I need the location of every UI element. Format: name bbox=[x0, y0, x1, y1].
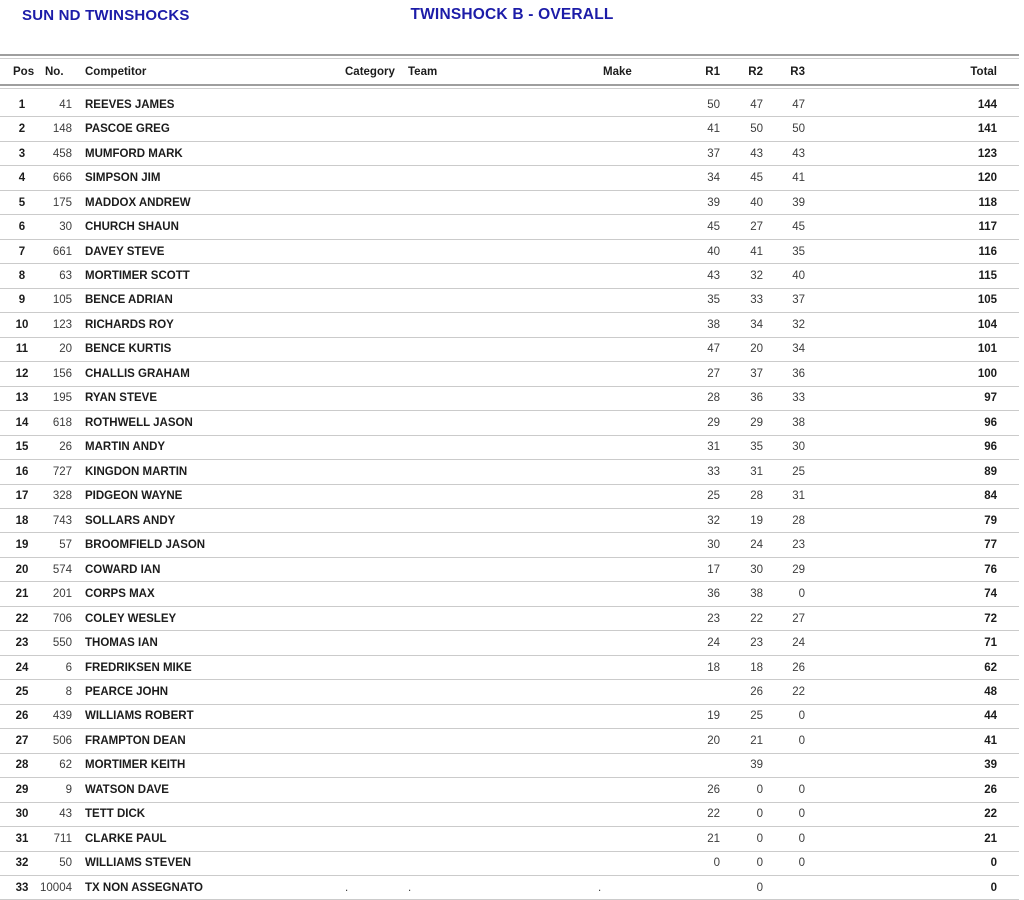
pos-cell: 27 bbox=[15, 734, 29, 747]
r1-cell: 34 bbox=[707, 172, 720, 185]
total-cell: 115 bbox=[978, 270, 997, 283]
no-cell: 9 bbox=[65, 783, 72, 796]
competitor-cell: MARTIN ANDY bbox=[85, 441, 166, 454]
total-cell: 96 bbox=[984, 416, 997, 429]
r1-cell: 32 bbox=[707, 514, 720, 527]
pos-cell: 9 bbox=[18, 294, 26, 307]
table-row bbox=[0, 631, 1019, 655]
r2-cell: 45 bbox=[750, 172, 763, 185]
r2-cell: 41 bbox=[750, 245, 763, 258]
r2-cell: 21 bbox=[750, 734, 763, 747]
pos-cell: 7 bbox=[18, 245, 26, 258]
r2-cell: 22 bbox=[750, 612, 763, 625]
r2-cell: 0 bbox=[756, 832, 763, 845]
pos-cell: 15 bbox=[15, 441, 29, 454]
r1-cell: 20 bbox=[707, 734, 720, 747]
no-cell: 148 bbox=[52, 123, 72, 136]
r3-cell: 0 bbox=[798, 710, 805, 723]
column-header-competitor: Competitor bbox=[85, 65, 147, 78]
r2-cell: 0 bbox=[756, 881, 763, 894]
no-cell: 20 bbox=[59, 343, 72, 356]
r3-cell: 22 bbox=[792, 685, 805, 698]
no-cell: 123 bbox=[52, 318, 72, 331]
r3-cell: 28 bbox=[792, 514, 805, 527]
pos-cell: 6 bbox=[18, 221, 26, 234]
total-cell: 116 bbox=[978, 245, 997, 258]
table-header-row bbox=[0, 59, 1019, 84]
pos-cell: 12 bbox=[15, 367, 29, 380]
total-cell: 79 bbox=[984, 514, 997, 527]
competitor-cell: COLEY WESLEY bbox=[85, 612, 177, 625]
r1-cell: 27 bbox=[707, 367, 720, 380]
r1-cell: 26 bbox=[707, 783, 720, 796]
total-cell: 21 bbox=[984, 832, 997, 845]
total-cell: 72 bbox=[984, 612, 997, 625]
results-table bbox=[0, 54, 1019, 900]
table-row bbox=[0, 558, 1019, 582]
r1-cell: 38 bbox=[707, 318, 720, 331]
table-row bbox=[0, 754, 1019, 778]
no-cell: 666 bbox=[52, 172, 72, 185]
total-cell: 104 bbox=[977, 318, 997, 331]
table-row bbox=[0, 607, 1019, 631]
no-cell: 175 bbox=[52, 196, 72, 209]
r2-cell: 37 bbox=[750, 367, 763, 380]
r3-cell: 0 bbox=[798, 588, 805, 601]
total-cell: 77 bbox=[984, 539, 997, 552]
no-cell: 43 bbox=[59, 808, 72, 821]
column-header-pos: Pos bbox=[13, 65, 35, 78]
total-cell: 44 bbox=[984, 710, 997, 723]
table-row bbox=[0, 411, 1019, 435]
r2-cell: 40 bbox=[750, 196, 763, 209]
pos-cell: 33 bbox=[15, 881, 29, 894]
table-row bbox=[0, 656, 1019, 680]
table-row bbox=[0, 803, 1019, 827]
total-cell: 97 bbox=[984, 392, 997, 405]
column-header-r3: R3 bbox=[790, 65, 805, 78]
competitor-cell: COWARD IAN bbox=[85, 563, 161, 576]
r2-cell: 28 bbox=[750, 490, 763, 503]
r3-cell: 26 bbox=[792, 661, 805, 674]
r1-cell: 25 bbox=[707, 490, 720, 503]
table-row bbox=[0, 582, 1019, 606]
column-header-team: Team bbox=[408, 65, 438, 78]
competitor-cell: FRAMPTON DEAN bbox=[85, 734, 186, 747]
table-row bbox=[0, 436, 1019, 460]
competitor-cell: ROTHWELL JASON bbox=[85, 416, 193, 429]
r1-cell: 50 bbox=[707, 98, 720, 111]
r3-cell: 35 bbox=[792, 245, 805, 258]
pos-cell: 24 bbox=[15, 661, 29, 674]
r1-cell: 24 bbox=[707, 637, 720, 650]
total-cell: 118 bbox=[978, 196, 997, 209]
column-header-no: No. bbox=[45, 65, 64, 78]
competitor-cell: CHURCH SHAUN bbox=[85, 221, 179, 234]
table-row bbox=[0, 264, 1019, 288]
competitor-cell: WATSON DAVE bbox=[85, 783, 169, 796]
pos-cell: 17 bbox=[15, 490, 29, 503]
no-cell: 26 bbox=[59, 441, 72, 454]
r3-cell: 47 bbox=[792, 98, 805, 111]
competitor-cell: WILLIAMS STEVEN bbox=[85, 857, 192, 870]
r3-cell: 33 bbox=[792, 392, 805, 405]
r2-cell: 36 bbox=[750, 392, 763, 405]
total-cell: 0 bbox=[990, 881, 997, 894]
competitor-cell: TETT DICK bbox=[85, 808, 146, 821]
pos-cell: 25 bbox=[15, 685, 29, 698]
r2-cell: 23 bbox=[750, 637, 763, 650]
no-cell: 10004 bbox=[40, 881, 72, 894]
r3-cell: 27 bbox=[792, 612, 805, 625]
r1-cell: 28 bbox=[707, 392, 720, 405]
pos-cell: 26 bbox=[15, 710, 29, 723]
competitor-cell: TX NON ASSEGNATO bbox=[85, 881, 203, 894]
no-cell: 156 bbox=[52, 367, 72, 380]
table-row bbox=[0, 166, 1019, 190]
pos-cell: 32 bbox=[15, 857, 29, 870]
no-cell: 550 bbox=[52, 637, 72, 650]
total-cell: 0 bbox=[990, 857, 997, 870]
r2-cell: 32 bbox=[750, 270, 763, 283]
r1-cell: 40 bbox=[707, 245, 720, 258]
column-header-r2: R2 bbox=[748, 65, 763, 78]
competitor-cell: MORTIMER SCOTT bbox=[85, 270, 190, 283]
r1-cell: 33 bbox=[707, 465, 720, 478]
r3-cell: 32 bbox=[792, 318, 805, 331]
event-title: SUN ND TWINSHOCKS bbox=[22, 7, 190, 24]
total-cell: 39 bbox=[984, 759, 997, 772]
r3-cell: 50 bbox=[792, 123, 805, 136]
pos-cell: 22 bbox=[15, 612, 29, 625]
total-cell: 123 bbox=[977, 147, 997, 160]
r2-cell: 47 bbox=[750, 98, 763, 111]
pos-cell: 11 bbox=[15, 343, 29, 356]
competitor-cell: BROOMFIELD JASON bbox=[85, 539, 206, 552]
pos-cell: 14 bbox=[15, 416, 29, 429]
pos-cell: 3 bbox=[18, 147, 26, 160]
table-row bbox=[0, 362, 1019, 386]
category-cell: . bbox=[345, 881, 349, 894]
r2-cell: 39 bbox=[750, 759, 763, 772]
table-row bbox=[0, 827, 1019, 851]
r2-cell: 27 bbox=[750, 221, 763, 234]
r2-cell: 34 bbox=[750, 318, 763, 331]
pos-cell: 21 bbox=[15, 588, 29, 601]
competitor-cell: RYAN STEVE bbox=[85, 392, 158, 405]
r1-cell: 45 bbox=[707, 221, 720, 234]
no-cell: 439 bbox=[52, 710, 72, 723]
no-cell: 41 bbox=[59, 98, 72, 111]
table-row bbox=[0, 289, 1019, 313]
column-header-make: Make bbox=[603, 65, 632, 78]
pos-cell: 30 bbox=[15, 808, 29, 821]
table-row bbox=[0, 313, 1019, 337]
total-cell: 105 bbox=[977, 294, 997, 307]
r3-cell: 0 bbox=[798, 808, 805, 821]
no-cell: 62 bbox=[59, 759, 72, 772]
r3-cell: 0 bbox=[798, 783, 805, 796]
no-cell: 63 bbox=[59, 270, 72, 283]
r2-cell: 35 bbox=[750, 441, 763, 454]
competitor-cell: THOMAS IAN bbox=[85, 637, 158, 650]
table-row bbox=[0, 191, 1019, 215]
r2-cell: 29 bbox=[750, 416, 763, 429]
competitor-cell: CHALLIS GRAHAM bbox=[85, 367, 190, 380]
table-row bbox=[0, 533, 1019, 557]
table-row bbox=[0, 240, 1019, 264]
class-title: TWINSHOCK B - OVERALL bbox=[410, 6, 614, 23]
r2-cell: 24 bbox=[750, 539, 763, 552]
r2-cell: 20 bbox=[750, 343, 763, 356]
r1-cell: 29 bbox=[707, 416, 720, 429]
table-row bbox=[0, 485, 1019, 509]
pos-cell: 29 bbox=[15, 783, 29, 796]
table-row bbox=[0, 338, 1019, 362]
r2-cell: 18 bbox=[750, 661, 763, 674]
total-cell: 26 bbox=[984, 783, 997, 796]
r3-cell: 43 bbox=[792, 147, 805, 160]
pos-cell: 2 bbox=[18, 123, 26, 136]
r2-cell: 19 bbox=[750, 514, 763, 527]
competitor-cell: KINGDON MARTIN bbox=[85, 465, 188, 478]
no-cell: 506 bbox=[52, 734, 72, 747]
total-cell: 22 bbox=[984, 808, 997, 821]
total-cell: 89 bbox=[984, 465, 997, 478]
pos-cell: 4 bbox=[18, 172, 26, 185]
r3-cell: 45 bbox=[792, 221, 805, 234]
no-cell: 195 bbox=[52, 392, 72, 405]
total-cell: 84 bbox=[984, 490, 997, 503]
r1-cell: 18 bbox=[707, 661, 720, 674]
r3-cell: 36 bbox=[792, 367, 805, 380]
r1-cell: 17 bbox=[707, 563, 720, 576]
r3-cell: 41 bbox=[792, 172, 805, 185]
table-body bbox=[0, 89, 1019, 900]
r3-cell: 24 bbox=[792, 637, 805, 650]
no-cell: 661 bbox=[52, 245, 72, 258]
r2-cell: 0 bbox=[756, 783, 763, 796]
r1-cell: 0 bbox=[713, 857, 720, 870]
pos-cell: 28 bbox=[15, 759, 29, 772]
competitor-cell: BENCE KURTIS bbox=[85, 343, 172, 356]
r3-cell: 29 bbox=[792, 563, 805, 576]
no-cell: 201 bbox=[52, 588, 72, 601]
r3-cell: 39 bbox=[792, 196, 805, 209]
r1-cell: 30 bbox=[707, 539, 720, 552]
r1-cell: 43 bbox=[707, 270, 720, 283]
r2-cell: 0 bbox=[756, 808, 763, 821]
total-cell: 117 bbox=[978, 221, 997, 234]
competitor-cell: SOLLARS ANDY bbox=[85, 514, 176, 527]
no-cell: 711 bbox=[53, 832, 72, 845]
r2-cell: 25 bbox=[750, 710, 763, 723]
no-cell: 618 bbox=[52, 416, 72, 429]
table-row bbox=[0, 778, 1019, 802]
competitor-cell: MUMFORD MARK bbox=[85, 147, 183, 160]
competitor-cell: SIMPSON JIM bbox=[85, 172, 161, 185]
competitor-cell: BENCE ADRIAN bbox=[85, 294, 173, 307]
pos-cell: 31 bbox=[15, 832, 29, 845]
r2-cell: 33 bbox=[750, 294, 763, 307]
pos-cell: 23 bbox=[15, 637, 29, 650]
r1-cell: 47 bbox=[707, 343, 720, 356]
no-cell: 105 bbox=[52, 294, 72, 307]
no-cell: 328 bbox=[52, 490, 72, 503]
pos-cell: 1 bbox=[18, 98, 26, 111]
r2-cell: 50 bbox=[750, 123, 763, 136]
column-header-r1: R1 bbox=[705, 65, 720, 78]
r1-cell: 21 bbox=[707, 832, 720, 845]
team-cell: . bbox=[408, 881, 412, 894]
total-cell: 62 bbox=[984, 661, 997, 674]
r1-cell: 31 bbox=[707, 441, 720, 454]
total-cell: 48 bbox=[984, 685, 997, 698]
total-cell: 74 bbox=[984, 588, 997, 601]
total-cell: 96 bbox=[984, 441, 997, 454]
pos-cell: 10 bbox=[15, 318, 29, 331]
pos-cell: 20 bbox=[15, 563, 29, 576]
r3-cell: 23 bbox=[792, 539, 805, 552]
no-cell: 57 bbox=[59, 539, 72, 552]
r2-cell: 30 bbox=[750, 563, 763, 576]
r1-cell: 39 bbox=[707, 196, 720, 209]
total-cell: 141 bbox=[977, 123, 997, 136]
r1-cell: 37 bbox=[707, 147, 720, 160]
pos-cell: 16 bbox=[15, 465, 29, 478]
r3-cell: 30 bbox=[792, 441, 805, 454]
competitor-cell: WILLIAMS ROBERT bbox=[85, 710, 194, 723]
table-row bbox=[0, 460, 1019, 484]
column-header-category: Category bbox=[345, 65, 395, 78]
no-cell: 6 bbox=[65, 661, 72, 674]
r3-cell: 0 bbox=[798, 857, 805, 870]
make-cell: . bbox=[598, 881, 602, 894]
competitor-cell: MADDOX ANDREW bbox=[85, 196, 191, 209]
total-cell: 71 bbox=[984, 637, 997, 650]
no-cell: 8 bbox=[65, 685, 72, 698]
competitor-cell: CORPS MAX bbox=[85, 588, 155, 601]
r3-cell: 34 bbox=[792, 343, 805, 356]
table-row bbox=[0, 387, 1019, 411]
pos-cell: 5 bbox=[18, 196, 26, 209]
total-cell: 144 bbox=[977, 98, 997, 111]
table-row bbox=[0, 117, 1019, 141]
no-cell: 706 bbox=[52, 612, 72, 625]
column-header-total: Total bbox=[970, 65, 997, 78]
competitor-cell: DAVEY STEVE bbox=[85, 245, 165, 258]
no-cell: 574 bbox=[52, 563, 72, 576]
competitor-cell: MORTIMER KEITH bbox=[85, 759, 186, 772]
r3-cell: 37 bbox=[792, 294, 805, 307]
table-row bbox=[0, 215, 1019, 239]
table-row bbox=[0, 852, 1019, 876]
pos-cell: 8 bbox=[18, 270, 26, 283]
competitor-cell: FREDRIKSEN MIKE bbox=[85, 661, 192, 674]
no-cell: 50 bbox=[59, 857, 72, 870]
r3-cell: 31 bbox=[792, 490, 805, 503]
r3-cell: 38 bbox=[792, 416, 805, 429]
table-row bbox=[0, 705, 1019, 729]
pos-cell: 19 bbox=[15, 539, 29, 552]
total-cell: 101 bbox=[977, 343, 997, 356]
r1-cell: 35 bbox=[707, 294, 720, 307]
no-cell: 727 bbox=[52, 465, 72, 478]
table-row bbox=[0, 142, 1019, 166]
pos-cell: 13 bbox=[15, 392, 29, 405]
competitor-cell: REEVES JAMES bbox=[85, 98, 175, 111]
r3-cell: 25 bbox=[792, 465, 805, 478]
r2-cell: 38 bbox=[750, 588, 763, 601]
no-cell: 30 bbox=[59, 221, 72, 234]
r1-cell: 41 bbox=[707, 123, 720, 136]
total-cell: 100 bbox=[977, 367, 997, 380]
competitor-cell: PIDGEON WAYNE bbox=[85, 490, 183, 503]
competitor-cell: CLARKE PAUL bbox=[85, 832, 167, 845]
table-row bbox=[0, 729, 1019, 753]
table-row bbox=[0, 680, 1019, 704]
r1-cell: 22 bbox=[707, 808, 720, 821]
r3-cell: 40 bbox=[792, 270, 805, 283]
total-cell: 41 bbox=[984, 734, 997, 747]
r3-cell: 0 bbox=[798, 832, 805, 845]
r2-cell: 43 bbox=[750, 147, 763, 160]
r1-cell: 23 bbox=[707, 612, 720, 625]
r3-cell: 0 bbox=[798, 734, 805, 747]
r1-cell: 36 bbox=[707, 588, 720, 601]
total-cell: 76 bbox=[984, 563, 997, 576]
table-row bbox=[0, 509, 1019, 533]
r1-cell: 19 bbox=[707, 710, 720, 723]
table-row bbox=[0, 876, 1019, 900]
no-cell: 458 bbox=[52, 147, 72, 160]
r2-cell: 0 bbox=[756, 857, 763, 870]
r2-cell: 31 bbox=[750, 465, 763, 478]
pos-cell: 18 bbox=[15, 514, 29, 527]
table-row bbox=[0, 93, 1019, 117]
r2-cell: 26 bbox=[750, 685, 763, 698]
competitor-cell: PEARCE JOHN bbox=[85, 685, 169, 698]
competitor-cell: RICHARDS ROY bbox=[85, 318, 174, 331]
competitor-cell: PASCOE GREG bbox=[85, 123, 170, 136]
no-cell: 743 bbox=[52, 514, 72, 527]
total-cell: 120 bbox=[977, 172, 997, 185]
